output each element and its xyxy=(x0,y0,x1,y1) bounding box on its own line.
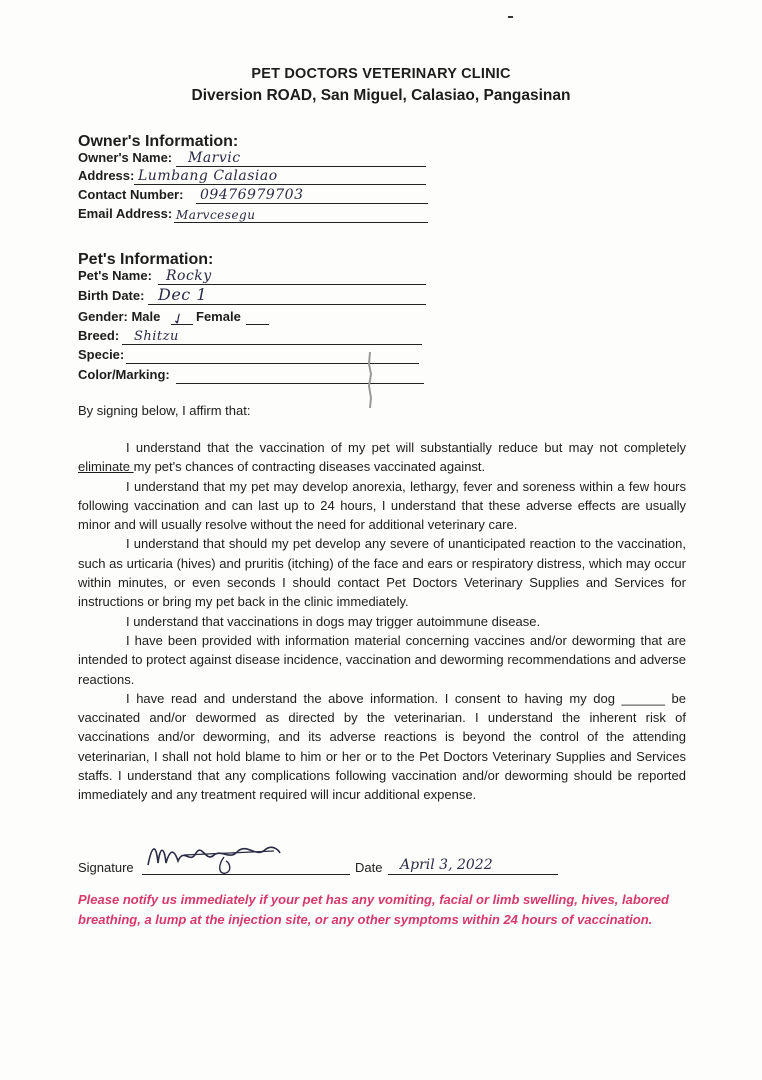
pet-birth-field[interactable] xyxy=(78,287,428,305)
dog-name-blank[interactable]: ______ xyxy=(621,690,665,706)
vaccination-notice: Please notify us immediately if your pet has any vomiting, facial or limb swelling, hives, labored breathing, a lump at the injection site, or any other symptoms within 24 hours of vaccination. xyxy=(78,892,669,927)
signature-label: Signature xyxy=(78,860,134,875)
pet-name-value: Rocky xyxy=(166,268,212,284)
pet-gender-label: Gender: Male xyxy=(78,309,161,324)
consent-paragraph-4: I understand that vaccinations in dogs may trigger autoimmune disease. xyxy=(126,613,541,629)
owner-email-value: Marvcesegu xyxy=(176,208,256,222)
clinic-address: Diversion ROAD, San Miguel, Calasiao, Pangasinan xyxy=(191,87,571,104)
pet-specie-label: Specie: xyxy=(78,347,125,362)
owner-address-field[interactable] xyxy=(78,167,428,185)
date-value: April 3, 2022 xyxy=(400,857,493,873)
consent-paragraph-3: I understand that should my pet develop any severe of unanticipated reaction to the vaccination, such as urticaria (hives) and pruritis (itching) of the face and ears or respiratory distress, which may occur within minutes, or even seconds I should contact Pet Doctors Veterinary Supplies and Services for instructions or bring my pet back in the clinic immediately. xyxy=(78,536,686,610)
male-check-mark: ✓ xyxy=(168,308,188,330)
pet-breed-label: Breed: xyxy=(78,328,120,343)
consent-paragraphs xyxy=(78,438,686,805)
consent-paragraph-1: I understand that the vaccination of my pet will substantially reduce but may not completely eliminate my pet's chances of contracting diseases vaccinated against. xyxy=(78,440,686,475)
owner-contact-field[interactable] xyxy=(78,186,430,204)
pet-name-label: Pet's Name: xyxy=(78,268,152,283)
clinic-name: PET DOCTORS VETERINARY CLINIC xyxy=(251,66,511,82)
pet-breed-value: Shitzu xyxy=(134,329,179,344)
owner-address-label: Address: xyxy=(78,168,135,183)
pet-name-field[interactable] xyxy=(78,267,428,285)
owner-email-field[interactable] xyxy=(78,205,430,223)
pet-color-label: Color/Marking: xyxy=(78,367,170,382)
pet-birth-value: Dec 1 xyxy=(158,285,208,304)
date-line[interactable] xyxy=(388,874,558,875)
consent-paragraph-6: I have read and understand the above information. I consent to having my dog ______ be vaccinated and/or dewormed as directed by the veterinarian. I understand the inherent risk of vaccinations and/or deworming, and its adverse reactions is beyond the control of the attending veterinarian, I shall not hold blame to him or her or to the Pet Doctors Veterinary Supplies and Services staffs. I understand that any complications following vaccination and/or deworming should be reported immediately and any treatment required will incur additional expense. xyxy=(78,690,686,803)
date-label: Date xyxy=(355,860,383,875)
pet-color-field[interactable] xyxy=(78,366,428,384)
pet-birth-label: Birth Date: xyxy=(78,288,145,303)
signature-row xyxy=(78,853,678,877)
consent-paragraph-5: I have been provided with information material concerning vaccines and/or deworming that are intended to protect against disease incidence, vaccination and deworming recommendations and adverse reactions. xyxy=(78,632,686,687)
owner-contact-label: Contact Number: xyxy=(78,187,184,202)
pet-female-label: Female xyxy=(196,309,241,324)
owner-name-field[interactable] xyxy=(78,149,428,167)
female-blank-line[interactable] xyxy=(246,324,269,325)
consent-intro: By signing below, I affirm that: xyxy=(78,403,251,418)
scan-mark xyxy=(508,16,513,18)
pet-section-title: Pet's Information: xyxy=(78,251,214,268)
handwritten-signature xyxy=(144,835,284,875)
consent-paragraph-2: I understand that my pet may develop anorexia, lethargy, fever and soreness within a few hours following vaccination and can last up to 24 hours, I understand that these adverse effects are usually minor and will usually resolve without the need for additional veterinary care. xyxy=(78,478,686,533)
owner-contact-value: 09476979703 xyxy=(200,187,304,203)
pet-breed-field[interactable] xyxy=(78,327,428,345)
owner-name-value: Marvic xyxy=(188,150,241,166)
owner-email-label: Email Address: xyxy=(78,206,173,221)
owner-address-value: Lumbang Calasiao xyxy=(138,168,278,184)
owner-section-title: Owner's Information: xyxy=(78,133,239,150)
owner-name-label: Owner's Name: xyxy=(78,150,173,165)
